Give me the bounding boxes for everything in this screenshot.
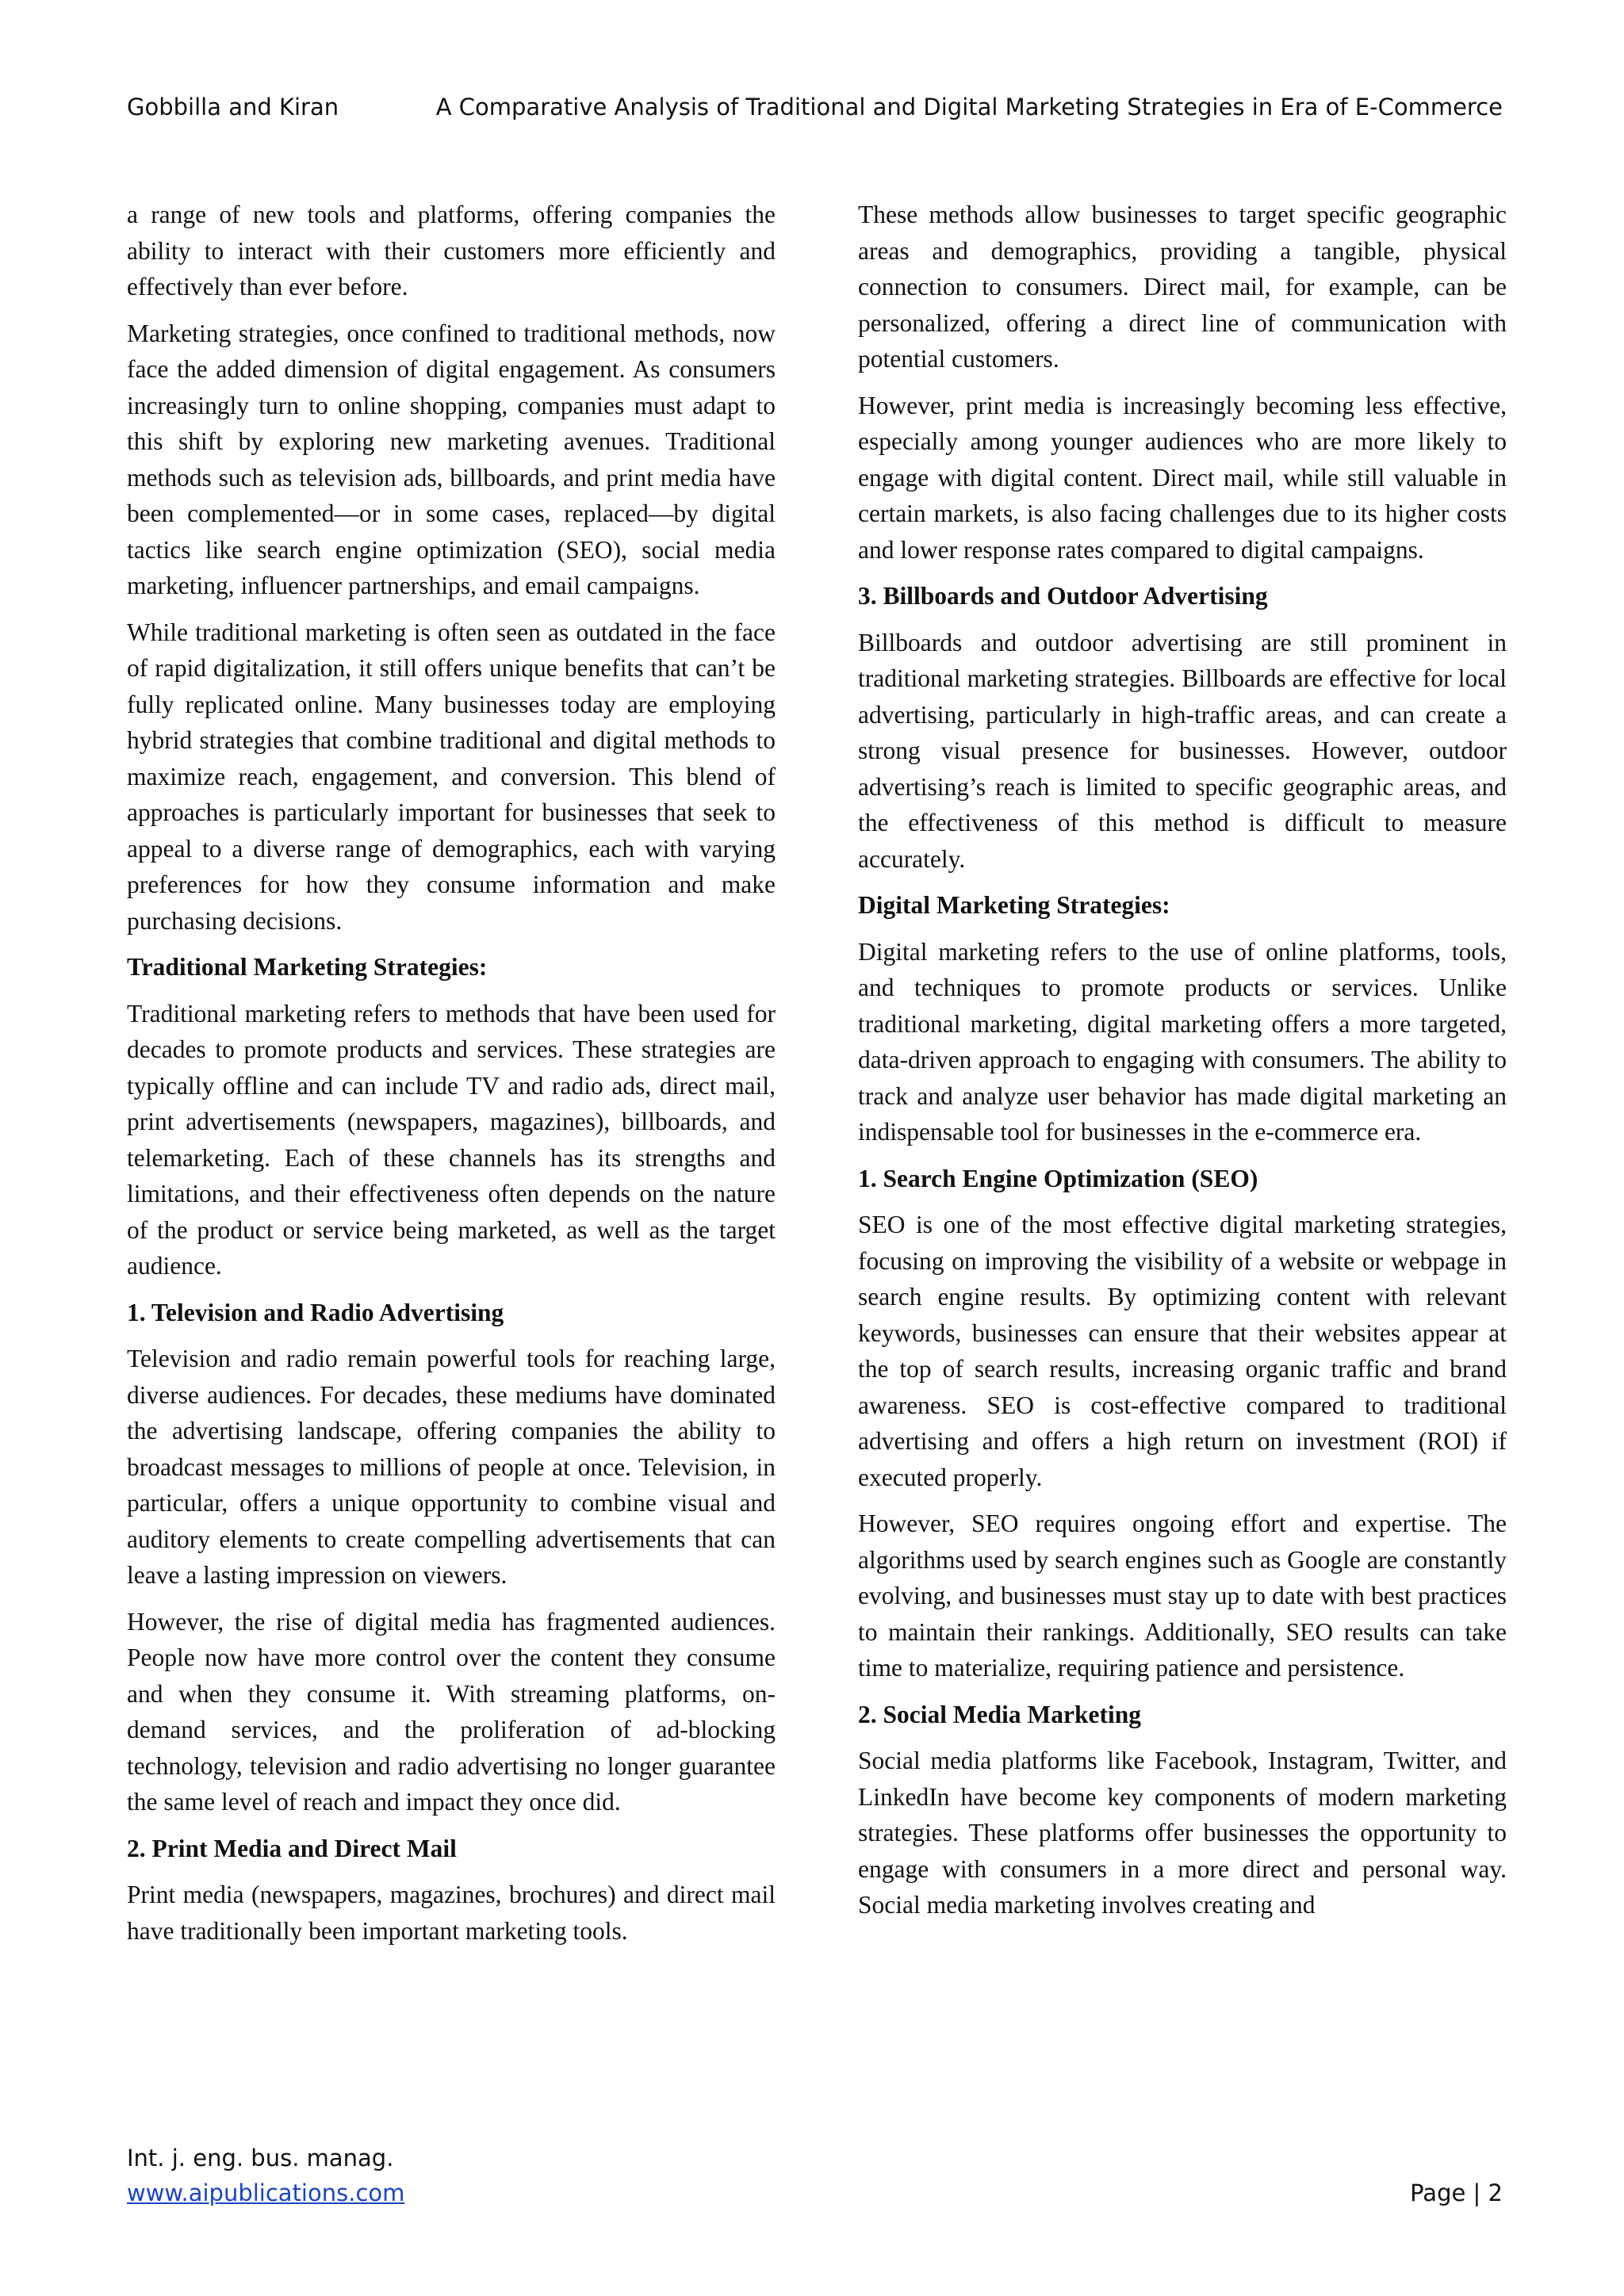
page-number: Page | 2 <box>1410 2179 1503 2206</box>
paragraph: Print media (newspapers, magazines, brochures) and direct mail have traditionally been important marketing tools. <box>127 1881 776 1945</box>
paragraph: However, print media is increasingly becoming less effective, especially among younger audiences who are more likely to engage with digital content. Direct mail, while still valuable in certain markets, is also facing challenges due to its higher costs and lower response rates compared to digital campaigns. <box>858 391 1507 564</box>
running-header <box>127 94 1503 132</box>
page-footer <box>127 2141 1503 2210</box>
header-authors: Gobbilla and Kiran <box>127 94 339 121</box>
footer-website-link[interactable]: www.aipublications.com <box>127 2179 405 2206</box>
footer-journal: Int. j. eng. bus. manag. <box>127 2145 394 2172</box>
section-heading-digital: Digital Marketing Strategies: <box>858 891 1170 919</box>
paragraph: However, SEO requires ongoing effort and expertise. The algorithms used by search engines such as Google are constantly evolving, and businesses must stay up to date with best practices to maintain their rankings. Additionally, SEO results can take time to materialize, requiring patience and persistence. <box>858 1510 1507 1682</box>
paragraph: Traditional marketing refers to methods that have been used for decades to promote products and services. These strategies are typically offline and can include TV and radio ads, direct mail, print advertisements (newspapers, magazines), billboards, and telemarketing. Each of these channels has its strengths and limitations, and their effectiveness often depends on the nature of the product or service being marketed, as well as the target audience. <box>127 999 776 1280</box>
header-title: A Comparative Analysis of Traditional and Digital Marketing Strategies in Era of E-Commerce <box>435 94 1503 121</box>
subsection-heading-tv-radio: 1. Television and Radio Advertising <box>127 1298 504 1326</box>
paragraph: Billboards and outdoor advertising are still prominent in traditional marketing strategies. Billboards are effective for local advertising, particularly in high-traffic areas, and can create a strong visual presence for businesses. However, outdoor advertising’s reach is limited to specific geographic areas, and the effectiveness of this method is difficult to measure accurately. <box>858 628 1507 873</box>
paragraph: Digital marketing refers to the use of online platforms, tools, and techniques to promote products or services. Unlike traditional marketing, digital marketing offers a more targeted, data-driven approach to engaging with consumers. The ability to track and analyze user behavior has made digital marketing an indispensable tool for businesses in the e-commerce era. <box>858 937 1507 1146</box>
subsection-heading-seo: 1. Search Engine Optimization (SEO) <box>858 1164 1258 1192</box>
paragraph: These methods allow businesses to target specific geographic areas and demographics, providing a tangible, physical connection to consumers. Direct mail, for example, can be personalized, offering a direct line of communication with potential customers. <box>858 201 1507 373</box>
paragraph: While traditional marketing is often seen as outdated in the face of rapid digitalization, it still offers unique benefits that can’t be fully replicated online. Many businesses today are employing hybrid strategies that combine traditional and digital methods to maximize reach, engagement, and conversion. This blend of approaches is particularly important for businesses that seek to appeal to a diverse range of demographics, each with varying preferences for how they consume information and make purchasing decisions. <box>127 618 776 935</box>
subsection-heading-social-media: 2. Social Media Marketing <box>858 1700 1141 1728</box>
paragraph: Social media platforms like Facebook, Instagram, Twitter, and LinkedIn have become key components of modern marketing strategies. These platforms offer businesses the opportunity to engage with consumers in a more direct and personal way. Social media marketing involves creating and <box>858 1747 1507 1919</box>
paragraph: a range of new tools and platforms, offering companies the ability to interact with their customers more efficiently and effectively than ever before. <box>127 201 776 300</box>
paragraph: Marketing strategies, once confined to traditional methods, now face the added dimension of digital engagement. As consumers increasingly turn to online shopping, companies must adapt to this shift by exploring new marketing avenues. Traditional methods such as television ads, billboards, and print media have been complemented—or in some cases, replaced—by digital tactics like search engine optimization (SEO), social media marketing, influencer partnerships, and email campaigns. <box>127 319 776 599</box>
heading-number: 2 <box>127 1834 140 1862</box>
subsection-heading-billboards: 3. Billboards and Outdoor Advertising <box>858 582 1268 610</box>
paragraph: Television and radio remain powerful tools for reaching large, diverse audiences. For decades, these mediums have dominated the advertising landscape, offering companies the ability to broadcast messages to millions of people at once. Television, in particular, offers a unique opportunity to combine visual and auditory elements to create compelling advertisements that can leave a lasting impression on viewers. <box>127 1345 776 1589</box>
paragraph: SEO is one of the most effective digital marketing strategies, focusing on improving the visibility of a website or webpage in search engine results. By optimizing content with relevant keywords, businesses can ensure that their websites appear at the top of search results, increasing organic traffic and brand awareness. SEO is cost-effective compared to traditional advertising and offers a high return on investment (ROI) if executed properly. <box>858 1211 1507 1491</box>
left-column <box>127 197 776 1959</box>
subsection-heading-print-media <box>127 1831 776 1867</box>
paragraph: However, the rise of digital media has fragmented audiences. People now have more control over the content they consume and when they consume it. With streaming platforms, on-demand services, and the proliferation of ad-blocking technology, television and radio advertising no longer guarantee the same level of reach and impact they once did. <box>127 1607 776 1816</box>
section-heading-traditional: Traditional Marketing Strategies: <box>127 953 488 981</box>
right-column <box>858 197 1507 1934</box>
heading-text: . Print Media and Direct Mail <box>139 1834 457 1862</box>
